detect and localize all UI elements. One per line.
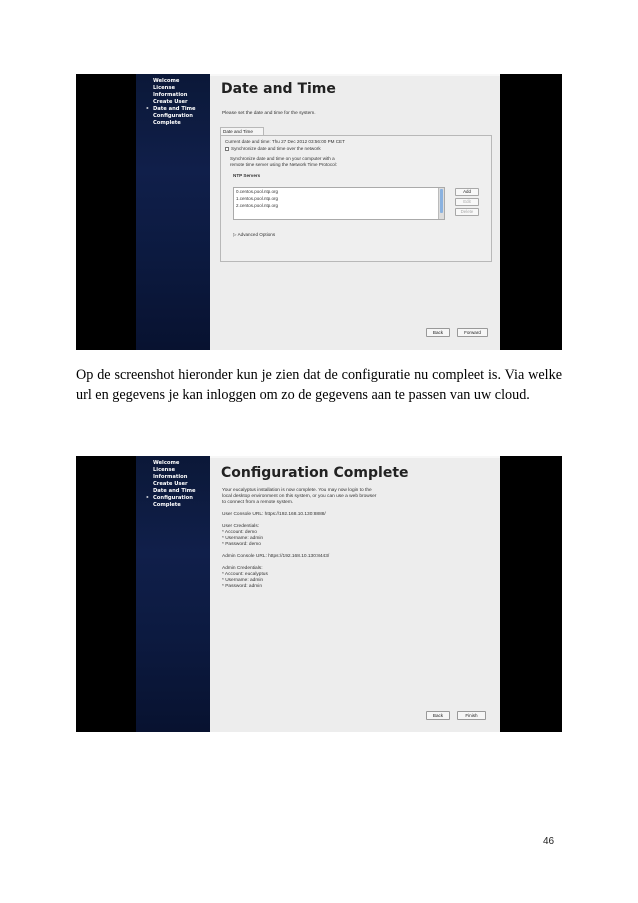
sidebar-item: Date and Time bbox=[153, 488, 196, 494]
ntp-server-row[interactable]: 0.centos.pool.ntp.org bbox=[236, 189, 279, 194]
info-line: local desktop environment on this system, or you can use a web browser bbox=[222, 494, 377, 499]
sidebar-item: Welcome bbox=[153, 78, 180, 84]
admin-credentials-heading: Admin Credentials: bbox=[222, 566, 263, 571]
info-line: Your eucalyptus installation is now complete. You may now login to the bbox=[222, 488, 372, 493]
credential-line: * Username: admin bbox=[222, 536, 264, 541]
edit-button[interactable]: Edit bbox=[455, 198, 479, 206]
sidebar-item: Complete bbox=[153, 120, 181, 126]
completion-details bbox=[222, 488, 376, 590]
sidebar-item: License bbox=[153, 85, 175, 91]
expander-arrow-icon: ▷ bbox=[233, 232, 237, 237]
sidebar-item: Create User bbox=[153, 481, 188, 487]
ntp-server-row[interactable]: 1.centos.pool.ntp.org bbox=[236, 196, 279, 201]
sidebar-item: Complete bbox=[153, 502, 181, 508]
forward-button[interactable]: Forward bbox=[457, 328, 488, 337]
sync-description-1: Synchronize date and time on your computer with a bbox=[230, 156, 335, 161]
left-black-bar bbox=[76, 74, 136, 350]
left-black-bar bbox=[76, 456, 136, 732]
info-line: to connect from a remote system. bbox=[222, 500, 294, 505]
back-button[interactable]: Back bbox=[426, 328, 450, 337]
page-title: Configuration Complete bbox=[221, 465, 409, 481]
current-step-arrow-icon: ‣ bbox=[146, 106, 150, 112]
ntp-servers-title: NTP Servers bbox=[233, 173, 261, 178]
credential-line: * Username: admin bbox=[222, 578, 264, 583]
scrollbar-thumb[interactable] bbox=[440, 189, 443, 213]
credential-line: * Account: eucalyptus bbox=[222, 572, 268, 577]
user-credentials-heading: User Credentials: bbox=[222, 524, 260, 529]
sync-description-2: remote time server using the Network Time Protocol: bbox=[230, 162, 337, 167]
sidebar-item: Information bbox=[153, 474, 188, 480]
page-number: 46 bbox=[543, 836, 555, 847]
sync-checkbox[interactable] bbox=[225, 147, 229, 151]
right-black-bar bbox=[500, 456, 562, 732]
right-black-bar bbox=[500, 74, 562, 350]
sidebar-item: Information bbox=[153, 92, 188, 98]
page-subtitle: Please set the date and time for the system. bbox=[222, 111, 316, 116]
tab-date-and-time[interactable]: Date and Time bbox=[220, 127, 264, 136]
user-console-url: User Console URL: https://192.168.10.130:8888/ bbox=[222, 512, 326, 517]
sidebar-item: Configuration bbox=[153, 113, 193, 119]
credential-line: * Account: demo bbox=[222, 530, 257, 535]
credential-line: * Password: demo bbox=[222, 542, 261, 547]
current-datetime: Current date and time: Thu 27 Dec 2012 03:56:00 PM CET bbox=[225, 139, 345, 144]
sidebar-item-active: ‣ Date and Time bbox=[146, 106, 196, 112]
ntp-list-scrollbar[interactable] bbox=[438, 188, 444, 219]
date-time-panel bbox=[220, 135, 492, 262]
body-paragraph: Op de screenshot hieronder kun je zien dat de configuratie nu compleet is. Via welke url en gegevens je kan inloggen om zo de gegevens aan te passen van uw cloud. bbox=[76, 367, 562, 403]
delete-button[interactable]: Delete bbox=[455, 208, 479, 216]
back-button[interactable]: Back bbox=[426, 711, 450, 720]
admin-console-url: Admin Console URL: https://192.168.10.130:8443/ bbox=[222, 554, 330, 559]
screenshot-date-and-time bbox=[76, 74, 562, 350]
ntp-server-list[interactable] bbox=[233, 187, 445, 220]
content-pane bbox=[210, 456, 500, 732]
sidebar-item-active: ‣ Configuration bbox=[146, 495, 193, 501]
installer-sidebar bbox=[136, 74, 210, 350]
add-button[interactable]: Add bbox=[455, 188, 479, 196]
page-title: Date and Time bbox=[221, 81, 336, 97]
installer-sidebar bbox=[136, 456, 210, 732]
content-pane bbox=[210, 74, 500, 350]
screenshot-configuration-complete bbox=[76, 456, 562, 732]
finish-button[interactable]: Finish bbox=[457, 711, 486, 720]
current-step-arrow-icon: ‣ bbox=[146, 495, 150, 501]
sync-checkbox-row[interactable] bbox=[225, 146, 321, 151]
ntp-server-row[interactable]: 2.centos.pool.ntp.org bbox=[236, 203, 279, 208]
advanced-options-label: Advanced Options bbox=[237, 232, 276, 237]
credential-line: * Password: admin bbox=[222, 584, 262, 589]
sidebar-item: Welcome bbox=[153, 460, 180, 466]
sync-checkbox-label: Synchronize date and time over the network bbox=[231, 146, 321, 151]
sidebar-item: License bbox=[153, 467, 175, 473]
advanced-options-expander[interactable] bbox=[233, 232, 275, 238]
sidebar-item: Create User bbox=[153, 99, 188, 105]
